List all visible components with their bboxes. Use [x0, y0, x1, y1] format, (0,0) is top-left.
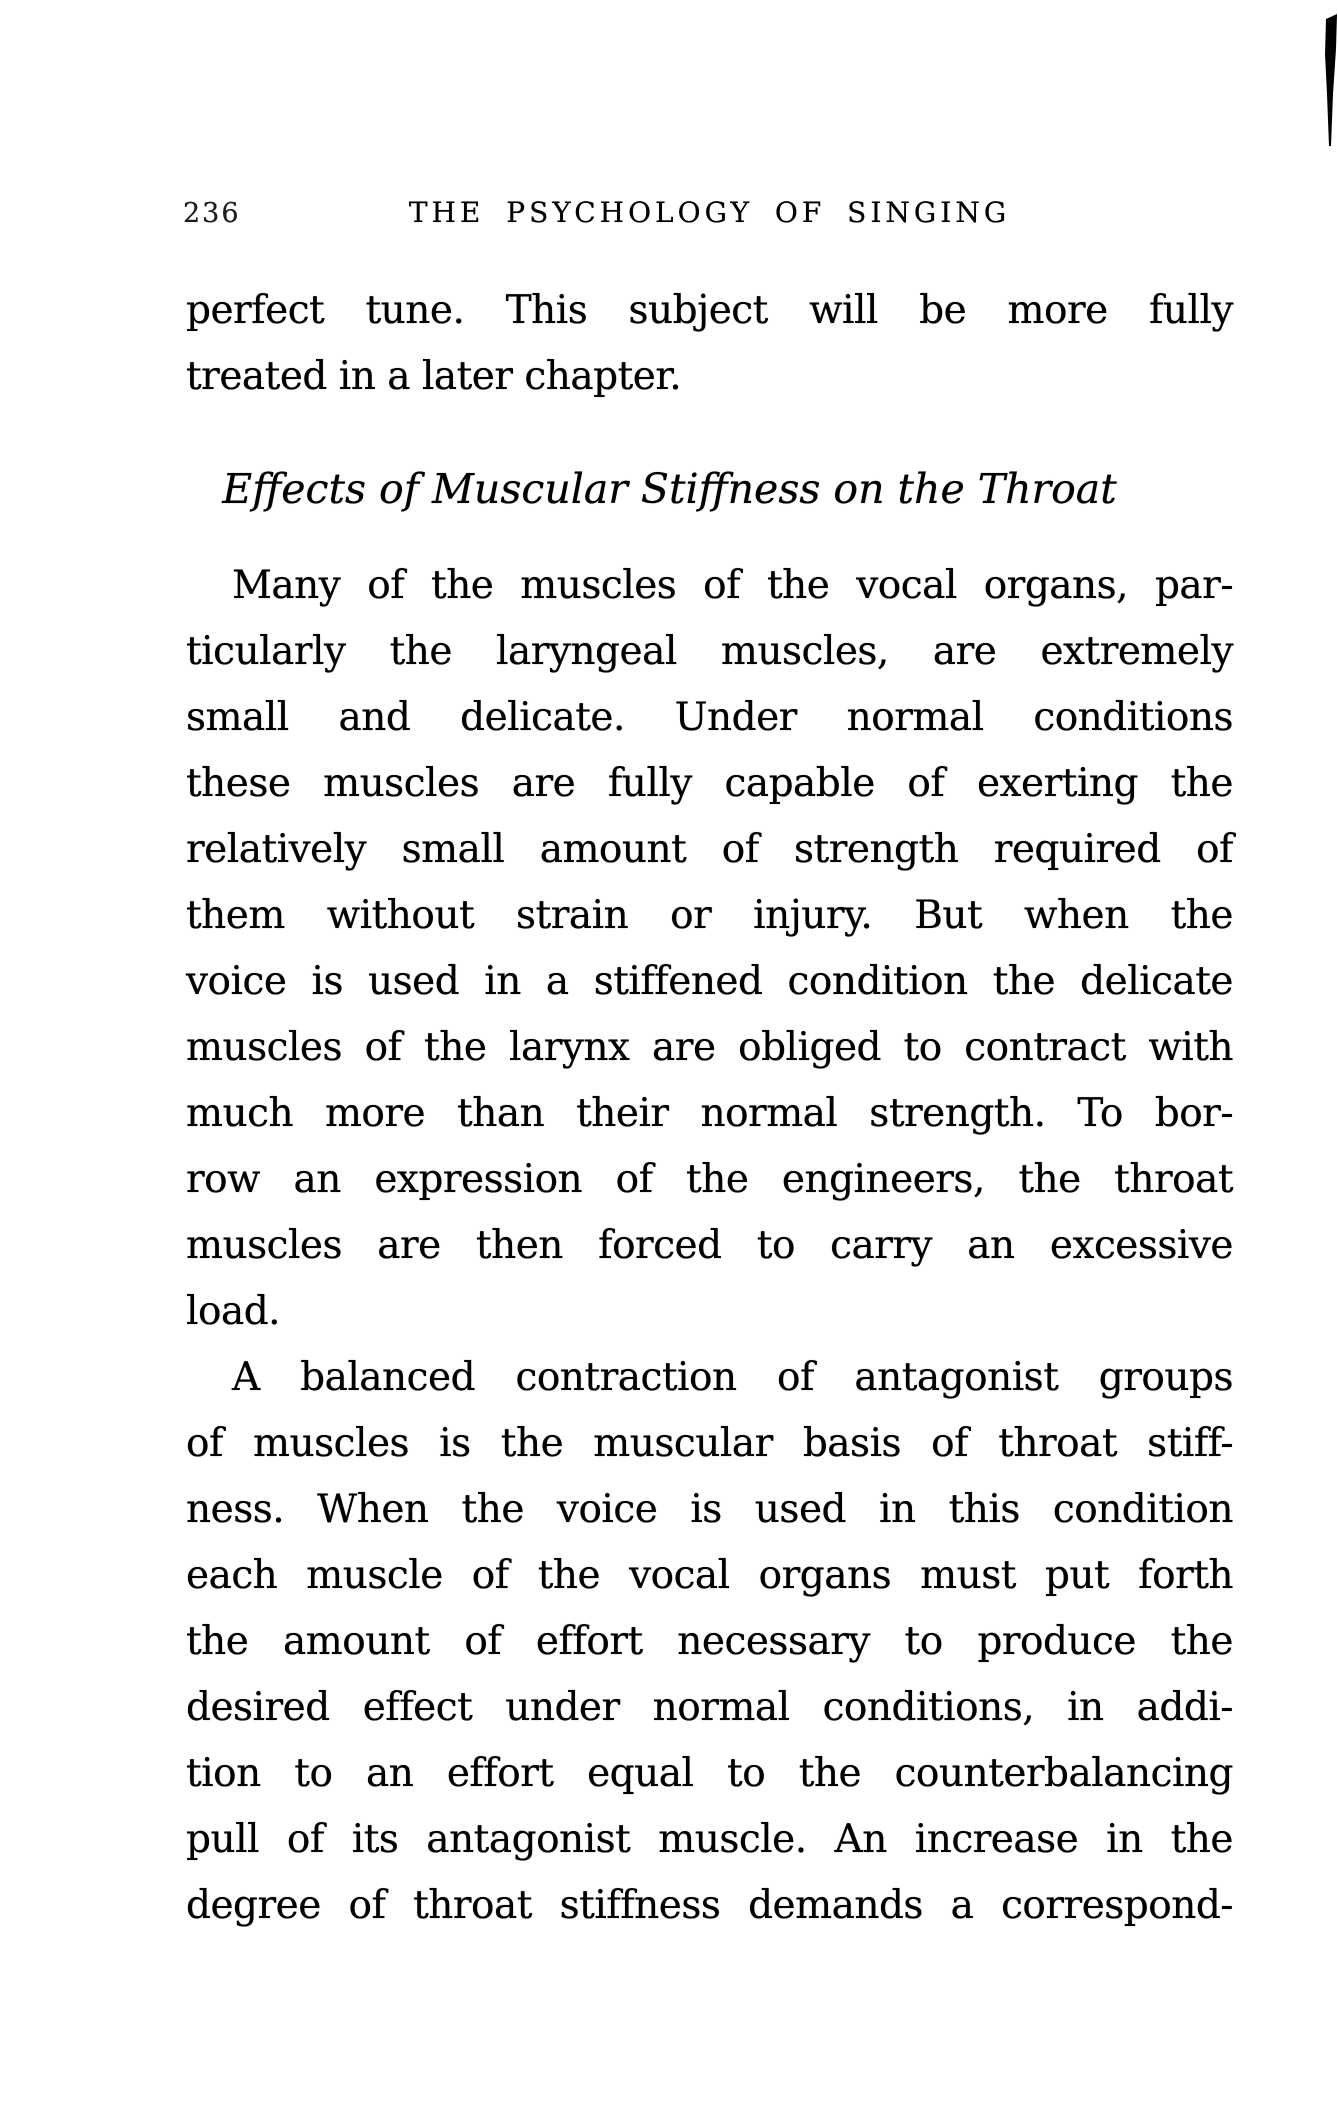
text-line: muscles of the larynx are obliged to contract with [186, 1025, 1233, 1070]
text-line: perfect tune. This subject will be more fully [186, 288, 1233, 333]
text-line: degree of throat stiffness demands a correspond- [186, 1883, 1233, 1928]
text-line: much more than their normal strength. To bor- [186, 1091, 1233, 1136]
text-line: load. [186, 1289, 281, 1334]
text-line: them without strain or injury. But when the [186, 893, 1233, 938]
page-number: 236 [183, 198, 241, 229]
text-line: Many of the muscles of the vocal organs, par- [232, 563, 1233, 608]
text-line: ness. When the voice is used in this condition [186, 1487, 1233, 1532]
ink-scan-mark-icon [1323, 14, 1338, 159]
text-line: tion to an effort equal to the counterbalancing [186, 1751, 1233, 1796]
text-line: voice is used in a stiffened condition the delicate [186, 959, 1233, 1004]
running-title: THE PSYCHOLOGY OF SINGING [408, 196, 1011, 229]
text-line: each muscle of the vocal organs must put forth [186, 1553, 1233, 1598]
text-line: ticularly the laryngeal muscles, are extremely [186, 629, 1233, 674]
text-line: A balanced contraction of antagonist groups [232, 1355, 1233, 1400]
running-head [183, 196, 1233, 232]
text-line: of muscles is the muscular basis of throat stiff- [186, 1421, 1233, 1466]
text-line: small and delicate. Under normal conditions [186, 695, 1233, 740]
text-line: relatively small amount of strength required of [186, 827, 1233, 872]
text-line: treated in a later chapter. [186, 354, 682, 399]
text-line: desired effect under normal conditions, in addi- [186, 1685, 1233, 1730]
text-line: these muscles are fully capable of exerting the [186, 761, 1233, 806]
text-column [183, 0, 1233, 2119]
paragraph-continued [186, 278, 1233, 410]
section-heading: Effects of Muscular Stiffness on the Throat [222, 465, 1117, 513]
text-line: muscles are then forced to carry an excessive [186, 1223, 1233, 1268]
paragraph [186, 553, 1233, 1345]
text-line: the amount of effort necessary to produce the [186, 1619, 1233, 1664]
paragraph [186, 1345, 1233, 1939]
text-line: row an expression of the engineers, the throat [186, 1157, 1233, 1202]
text-line: pull of its antagonist muscle. An increase in the [186, 1817, 1233, 1862]
